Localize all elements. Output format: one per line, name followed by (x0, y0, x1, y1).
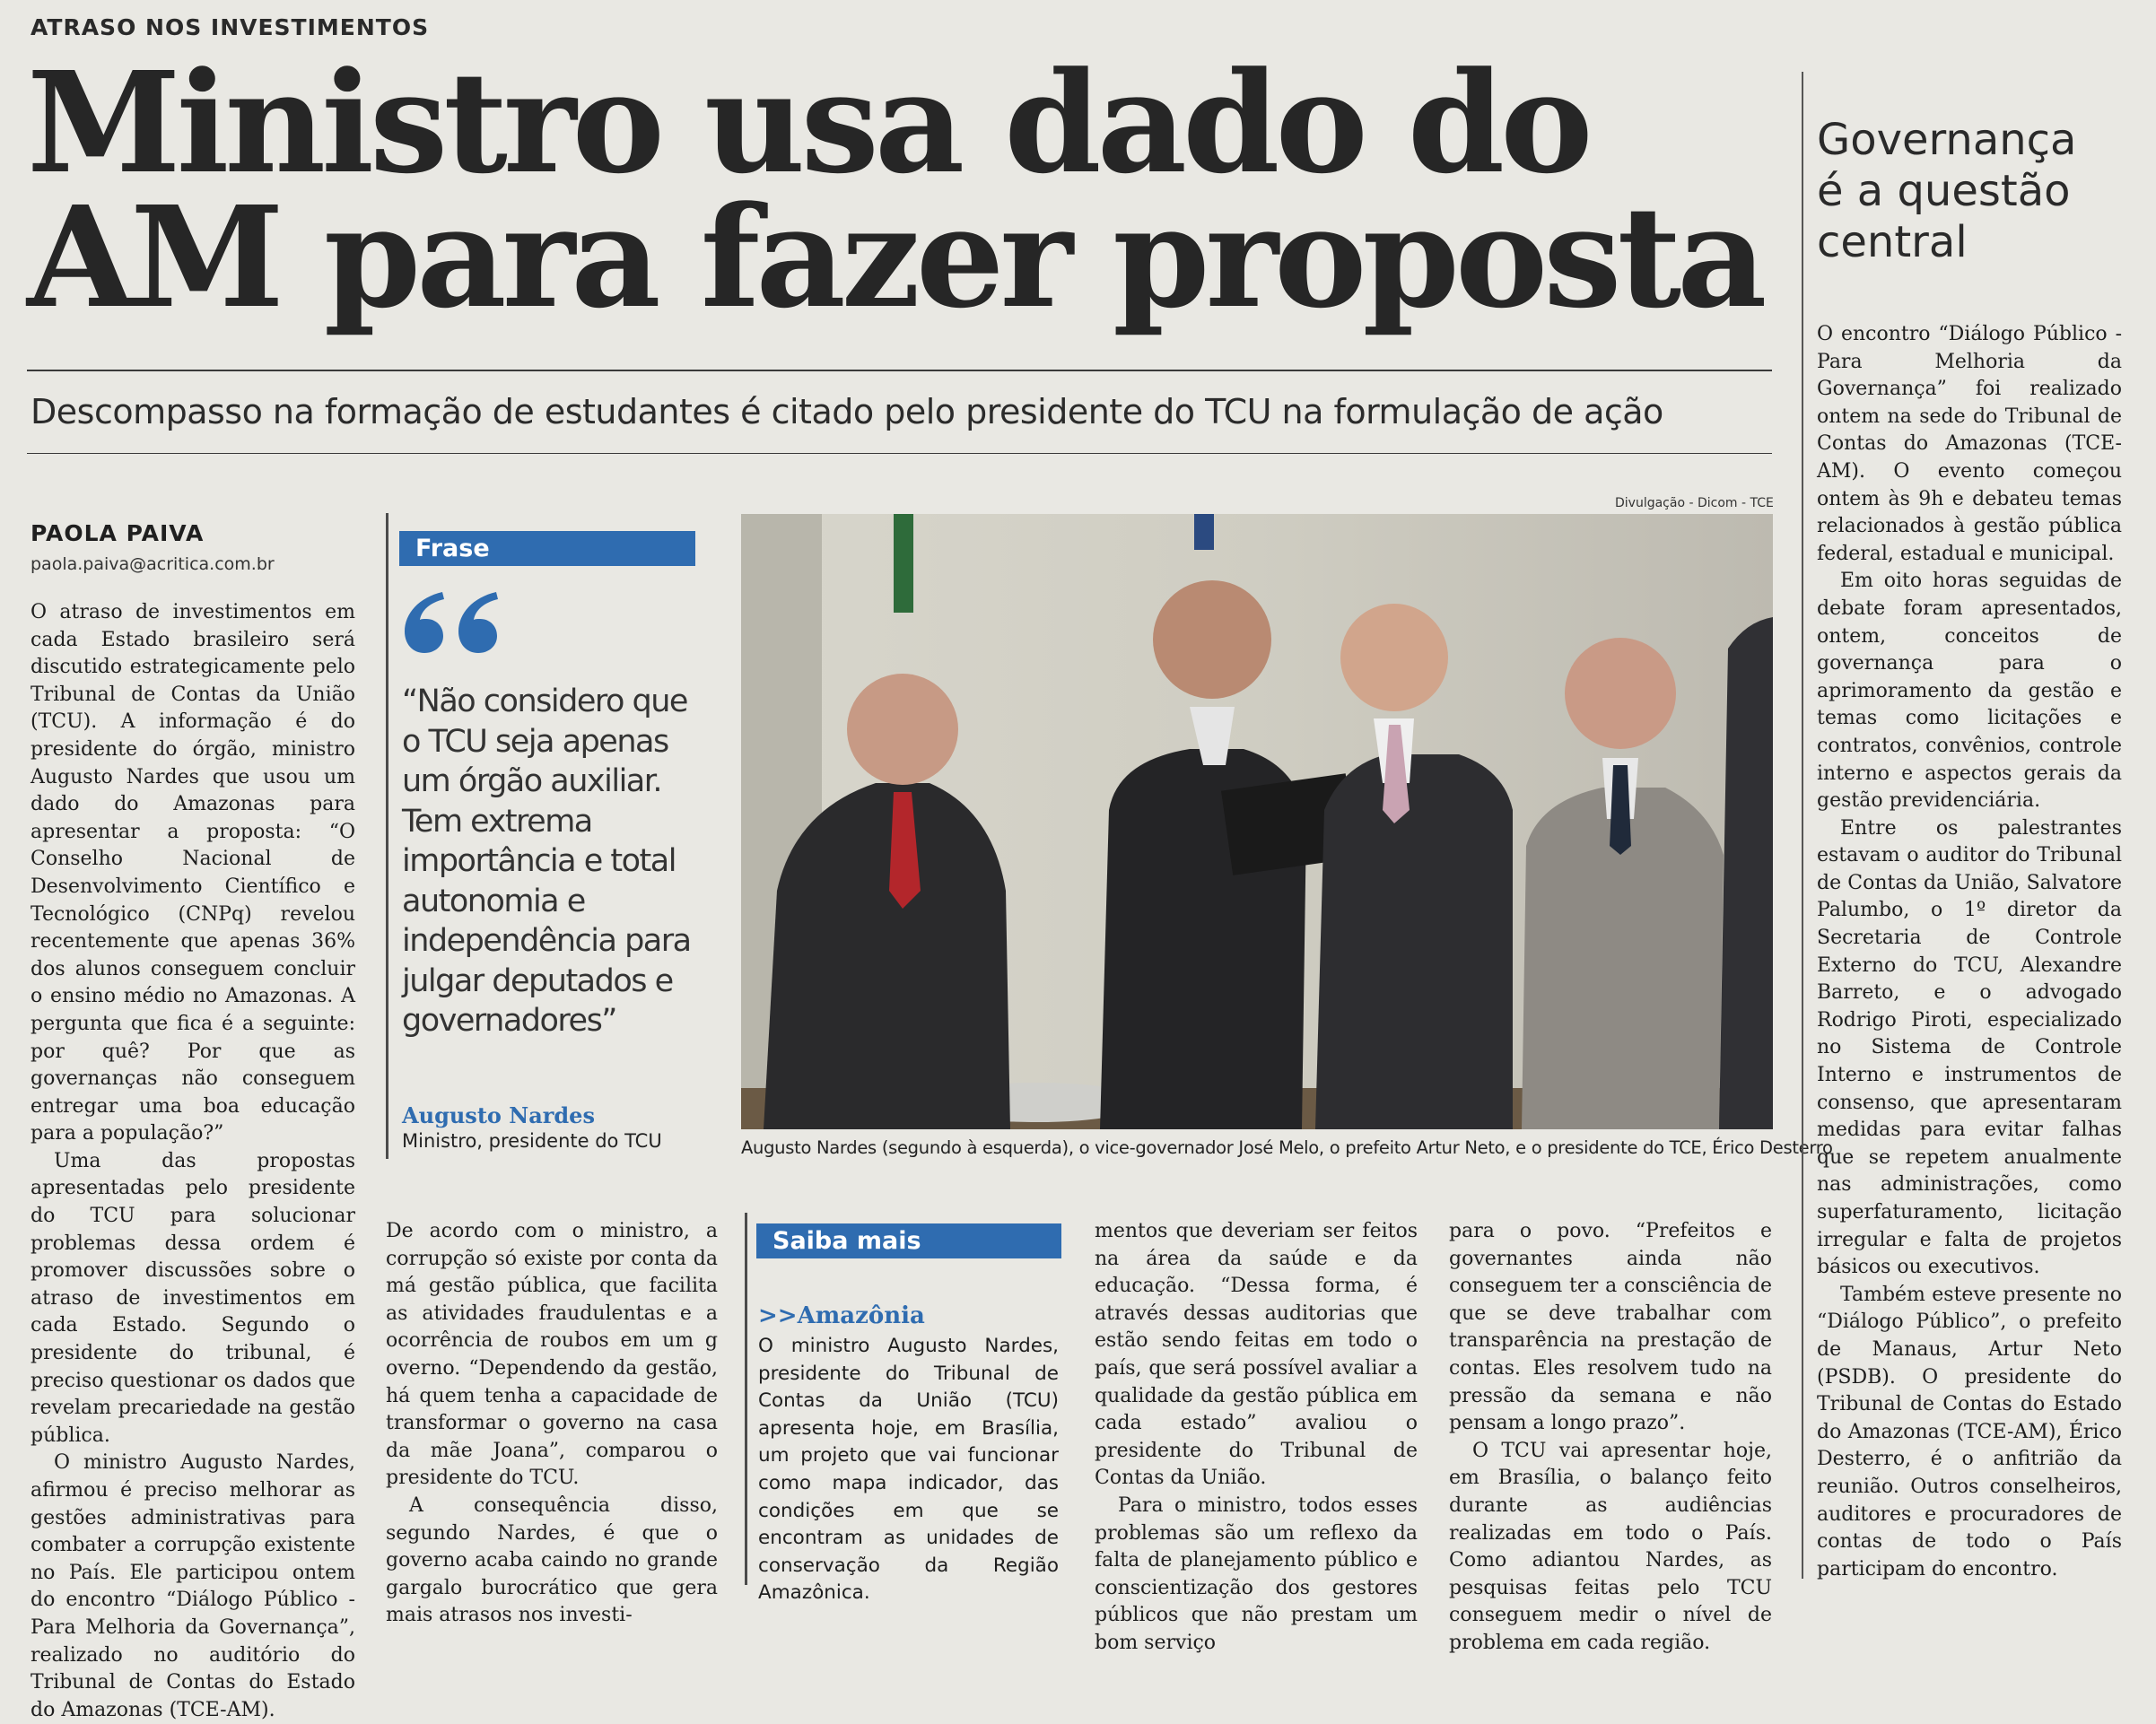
headline-line-1: Ministro usa dado do (27, 40, 1589, 205)
paragraph: para o povo. “Prefeitos e governantes ainda não conseguem ter a consciência de que se deve trabalhar com transparência na prestação de contas. Eles resolvem tudo na pressão da semana e não pensam a longo prazo”. (1449, 1220, 1772, 1435)
body-column-2 (386, 1218, 718, 1627)
headline-line-2: AM para fazer proposta (27, 175, 1763, 339)
paragraph: Também esteve presente no “Diálogo Público”, o prefeito de Manaus, Artur Neto (PSDB). O presidente do Tribunal de Contas do Estado do Amazonas (TCE-AM), Érico Desterro, é o anfitrião da reunião. Outros conselheiros, auditores e procuradores de contas de todo o País participam do encontro. (1817, 1283, 2122, 1580)
quote-text: “Não considero que o TCU seja apenas um órgão auxiliar. Tem extrema importância e total autonomia e independência para julgar deputados e governadores” (402, 684, 691, 1039)
quote-label: Frase (399, 531, 695, 566)
author-name: PAOLA PAIVA (31, 520, 205, 546)
quote-author: Augusto Nardes (402, 1102, 595, 1128)
paragraph: De acordo com o ministro, a corrupção só existe por conta da má gestão pública, que facilita as atividades fraudulentas e a ocorrência de roubos em um g overno. “Dependendo da gestão, há quem tenha a capacidade de transformar o governo na casa da mãe Joana”, comparou o presidente do TCU. (386, 1220, 718, 1490)
rule-top (27, 370, 1772, 371)
paragraph: Para o ministro, todos esses problemas são um reflexo da falta de planejamento público e conscientização dos gestores públicos que não prestam um bom serviço (1095, 1493, 1418, 1654)
rule-bottom (27, 453, 1772, 454)
body-column-1 (31, 599, 355, 1721)
saiba-mais-text: O ministro Augusto Nardes, presidente do Tribunal de Contas da União (TCU) apresenta hoje, em Brasília, um projeto que vai funcionar como mapa indicador, das condições em que se encontram as unidades de conservação da Região Amazônica. (758, 1335, 1059, 1605)
kicker: ATRASO NOS INVESTIMENTOS (31, 14, 430, 40)
saiba-mais-subtitle: >>Amazônia (758, 1302, 925, 1329)
body-column-4 (1449, 1218, 1772, 1654)
quote-box (386, 513, 698, 1159)
photo-caption: Augusto Nardes (segundo à esquerda), o vice-governador José Melo, o prefeito Artur Neto, e o presidente do TCE, Érico Desterro (741, 1137, 1833, 1158)
photo-illustration (741, 514, 1773, 1129)
quote-author-role: Ministro, presidente do TCU (402, 1130, 662, 1152)
paragraph: Em oito horas seguidas de debate foram apresentados, ontem, conceitos de governança para o aprimoramento da gestão e temas como licitações e contratos, convênios, controle interno e aspectos gerais da gestão previdenciária. (1817, 570, 2122, 813)
photo-credit: Divulgação - Dicom - TCE (1615, 496, 1774, 510)
subtitle: Descompasso na formação de estudantes é citado pelo presidente do TCU na formulação de ação (31, 392, 1663, 431)
saiba-mais-label: Saiba mais (756, 1223, 1061, 1258)
paragraph: Entre os palestrantes estavam o auditor do Tribunal de Contas da União, Salvatore Palumbo, o 1º diretor da Secretaria de Controle Externo do TCU, Alexandre Barreto, e o advogado Rodrigo Piroti, especializado no Sistema de Controle Interno e instrumentos de consenso, que apresentaram medidas para evitar falhas que se repetem anualmente nas administrações, como superfaturamento, licitação irregular e falta de projetos básicos ou executivos. (1817, 816, 2122, 1279)
saiba-mais-box (745, 1213, 1066, 1605)
headline (27, 40, 1785, 339)
paragraph: Uma das propostas apresentadas pelo presidente do TCU para solucionar problemas dessa ordem é promover discussões sobre o atraso de investimentos em cada Estado. Segundo o presidente do tribunal, é preciso questionar os dados que revelam precariedade na gestão pública. (31, 1149, 355, 1447)
photo (741, 514, 1773, 1129)
paragraph: O ministro Augusto Nardes, afirmou é preciso melhorar as gestões administrativas para combater a corrupção existente no País. Ele participou ontem do encontro “Diálogo Público - Para Melhoria da Governança”, realizado no auditório do Tribunal de Contas do Estado do Amazonas (TCE-AM). (31, 1451, 355, 1721)
sidebar-title: Governança é a questão central (1817, 115, 2077, 267)
sidebar-text (1817, 321, 2122, 1580)
sidebar (1802, 72, 2135, 1579)
paragraph: O atraso de investimentos em cada Estado brasileiro será discutido estrategicamente pelo Tribunal de Contas da União (TCU). A informação é do presidente do órgão, ministro Augusto Nardes que usou um dado do Amazonas para apresentar a proposta: “O Conselho Nacional de Desenvolvimento Científico e Tecnológico (CNPq) revelou recentemente que apenas 36% dos alunos conseguem concluir o ensino médio no Amazonas. A pergunta que fica é a seguinte: por quê? Por que as governanças não conseguem entregar uma boa educação para a população?” (31, 601, 355, 1145)
paragraph: mentos que deveriam ser feitos na área da saúde e da educação. “Dessa forma, é através dessas auditorias que estão sendo feitas em todo o país, que será possível avaliar a qualidade da gestão pública em cada estado” avaliou o presidente do Tribunal de Contas da União. (1095, 1220, 1418, 1490)
paragraph: A consequência disso, segundo Nardes, é que o governo acaba caindo no grande gargalo burocrático que gera mais atrasos nos investi- (386, 1493, 718, 1627)
paragraph: O TCU vai apresentar hoje, em Brasília, o balanço feito durante as audiências realizadas em todo o País. Como adiantou Nardes, as pesquisas feitas pelo TCU conseguem medir o nível de problema em cada região. (1449, 1439, 1772, 1654)
body-column-3 (1095, 1218, 1418, 1654)
author-email[interactable]: paola.paiva@acritica.com.br (31, 554, 275, 574)
quote-marks-icon (399, 585, 502, 657)
paragraph: O encontro “Diálogo Público - Para Melhoria da Governança” foi realizado ontem na sede do Tribunal de Contas do Amazonas (TCE-AM). O evento começou ontem às 9h e debateu temas relacionados à gestão pública federal, estadual e municipal. (1817, 323, 2122, 565)
